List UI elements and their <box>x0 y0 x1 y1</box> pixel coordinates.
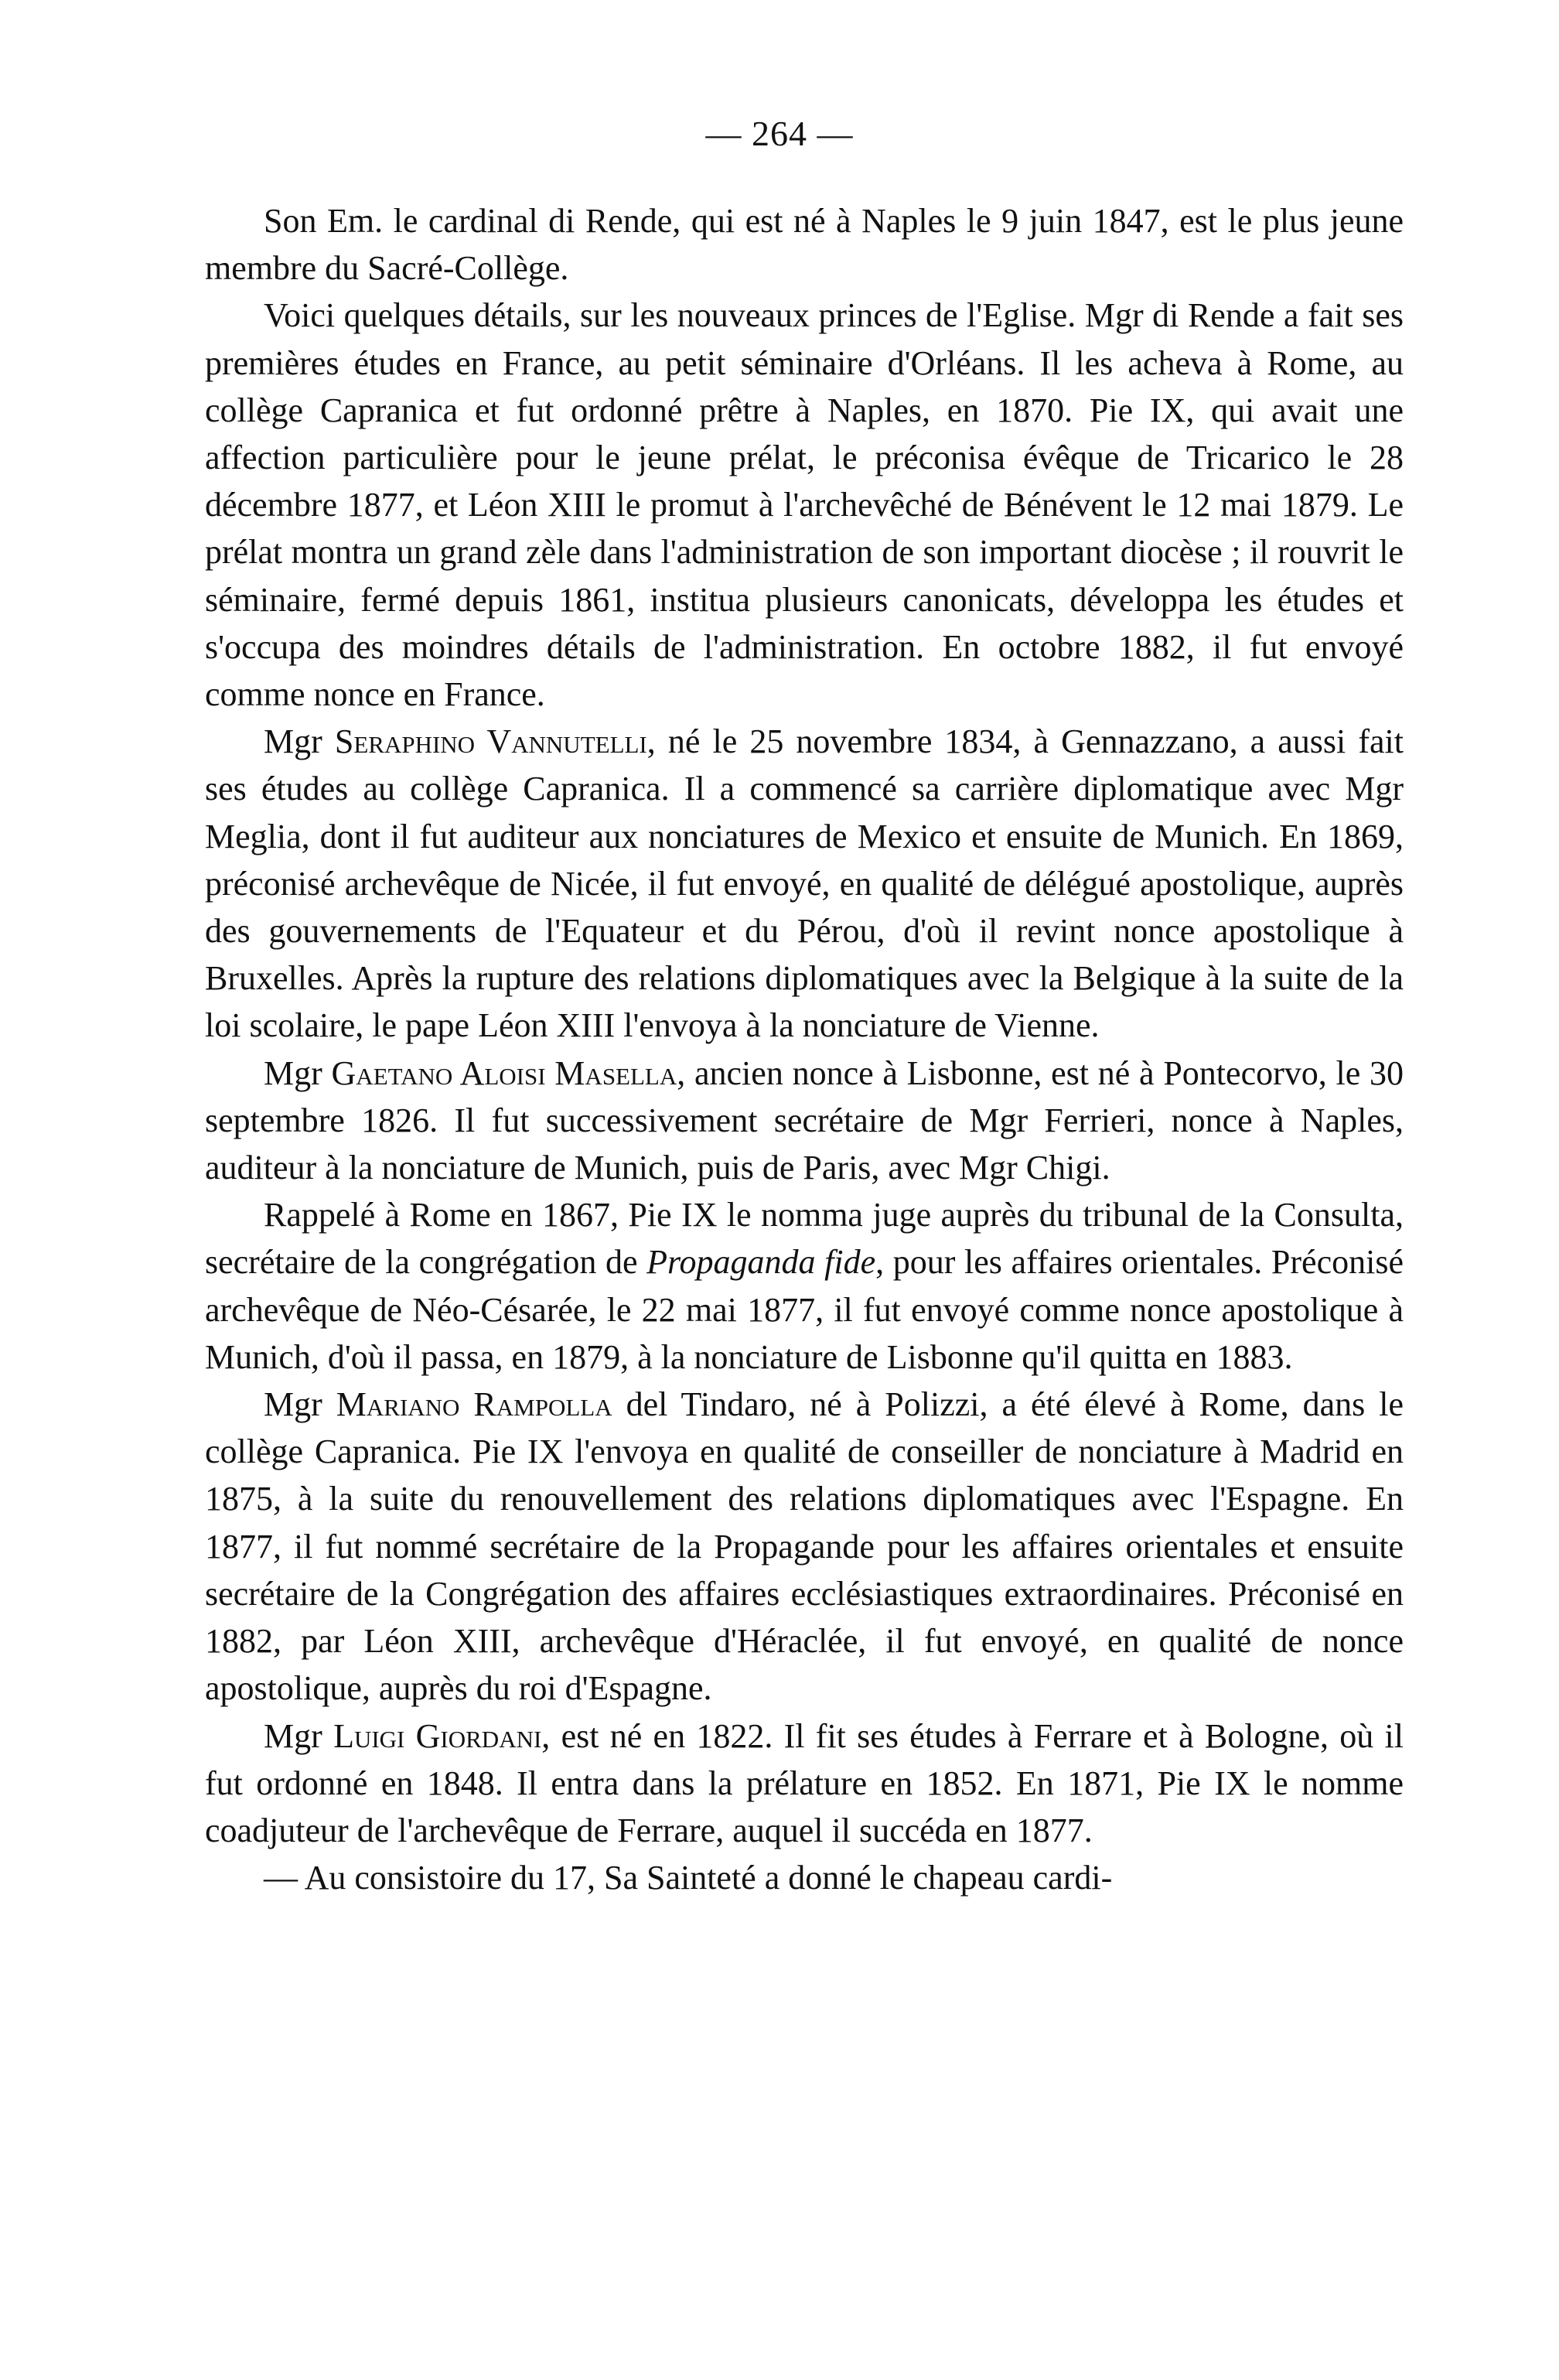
paragraph-vannutelli <box>205 718 1404 1049</box>
paragraph-text: del Tindaro, né à Polizzi, a été élevé à Rome, dans le collège Capranica. Pie IX l'envoya en qualité de conseiller de nonciature à Madrid en 1875, à la suite du renouvellement des relations diplomatiques avec l'Espagne. En 1877, il fut nommé secrétaire de la Propagande pour les affaires orientales et ensuite secrétaire de la Congrégation des affaires ecclésiastiques extraordinaires. Préconisé en 1882, par Léon XIII, archevêque d'Héraclée, il fut envoyé, en qualité de nonce apostolique, auprès du roi d'Espagne. <box>205 1385 1404 1708</box>
paragraph-text: Voici quelques détails, sur les nouveaux princes de l'Eglise. Mgr di Rende a fait ses premières études en France, au petit séminaire d'Orléans. Il les acheva à Rome, au collège Capranica et fut ordonné prêtre à Naples, en 1870. Pie IX, qui avait une affection particulière pour le jeune prélat, le préconisa évêque de Tricarico le 28 décembre 1877, et Léon XIII le promut à l'archevêché de Bénévent le 12 mai 1879. Le prélat montra un grand zèle dans l'administration de son important diocèse ; il rouvrit le séminaire, fermé depuis 1861, institua plusieurs canonicats, développa les études et s'occupa des moindres détails de l'administration. En octobre 1882, il fut envoyé comme nonce en France. <box>205 296 1404 714</box>
paragraph-text: , né le 25 novembre 1834, à Gennazzano, a aussi fait ses études au collège Capranica. Il a commencé sa carrière diplomatique avec Mgr Meglia, dont il fut auditeur aux nonciatures de Mexico et ensuite de Munich. En 1869, préconisé archevêque de Nicée, il fut envoyé, en qualité de délégué apostolique, auprès des gouvernements de l'Equateur et du Pérou, d'où il revint nonce apostolique à Bruxelles. Après la rupture des relations diplomatiques avec la Belgique à la suite de la loi scolaire, le pape Léon XIII l'envoya à la nonciature de Vienne. <box>205 722 1404 1045</box>
paragraph-consistoire <box>205 1854 1404 1901</box>
title-prefix: Mgr <box>264 1385 322 1424</box>
paragraph-masella <box>205 1050 1404 1192</box>
paragraph-giordani <box>205 1712 1404 1855</box>
title-prefix: Mgr <box>264 1053 322 1092</box>
text-body <box>205 197 1404 1901</box>
paragraph-text: — Au consistoire du 17, Sa Sainteté a donné le chapeau cardi- <box>264 1859 1113 1897</box>
page-number: — 264 — <box>705 114 854 153</box>
title-prefix: Mgr <box>264 722 322 761</box>
paragraph-text: , est né en 1822. Il fit ses études à Ferrare et à Bologne, où il fut ordonné en 1848. Il entra dans la prélature en 1852. En 1871, Pie IX le nomme coadjuteur de l'archevêque de Ferrare, auquel il succéda en 1877. <box>205 1716 1404 1849</box>
paragraph-text: Son Em. le cardinal di Rende, qui est né à Naples le 9 juin 1847, est le plus jeune membre du Sacré-Collège. <box>205 202 1404 288</box>
title-prefix: Mgr <box>264 1716 322 1755</box>
paragraph-rampolla <box>205 1381 1404 1712</box>
italic-phrase: Propaganda fide <box>646 1243 876 1282</box>
paragraph-masella-career <box>205 1191 1404 1381</box>
paragraph-di-rende-details <box>205 292 1404 718</box>
paragraph-text: , ancien nonce à Lisbonne, est né à Pontecorvo, le 30 septembre 1826. Il fut successivement secrétaire de Mgr Ferrieri, nonce à Naples, auditeur à la nonciature de Munich, puis de Paris, avec Mgr Chigi. <box>205 1053 1404 1187</box>
paragraph-di-rende-intro <box>205 197 1404 292</box>
person-name: Luigi Giordani <box>333 1716 542 1755</box>
paragraph-text: , pour les affaires orientales. Préconisé archevêque de Néo-Césarée, le 22 mai 1877, il fut envoyé comme nonce apostolique à Munich, d'où il passa, en 1879, à la nonciature de Lisbonne qu'il quitta en 1883. <box>205 1243 1404 1376</box>
person-name: Mariano Rampolla <box>336 1385 612 1424</box>
person-name: Seraphino Vannutelli <box>334 722 647 761</box>
paragraph-text: Rappelé à Rome en 1867, Pie IX le nomma juge auprès du tribunal de la Consulta, secrétaire de la congrégation de <box>205 1196 1404 1282</box>
person-name: Gaetano Aloisi Masella <box>331 1053 677 1092</box>
